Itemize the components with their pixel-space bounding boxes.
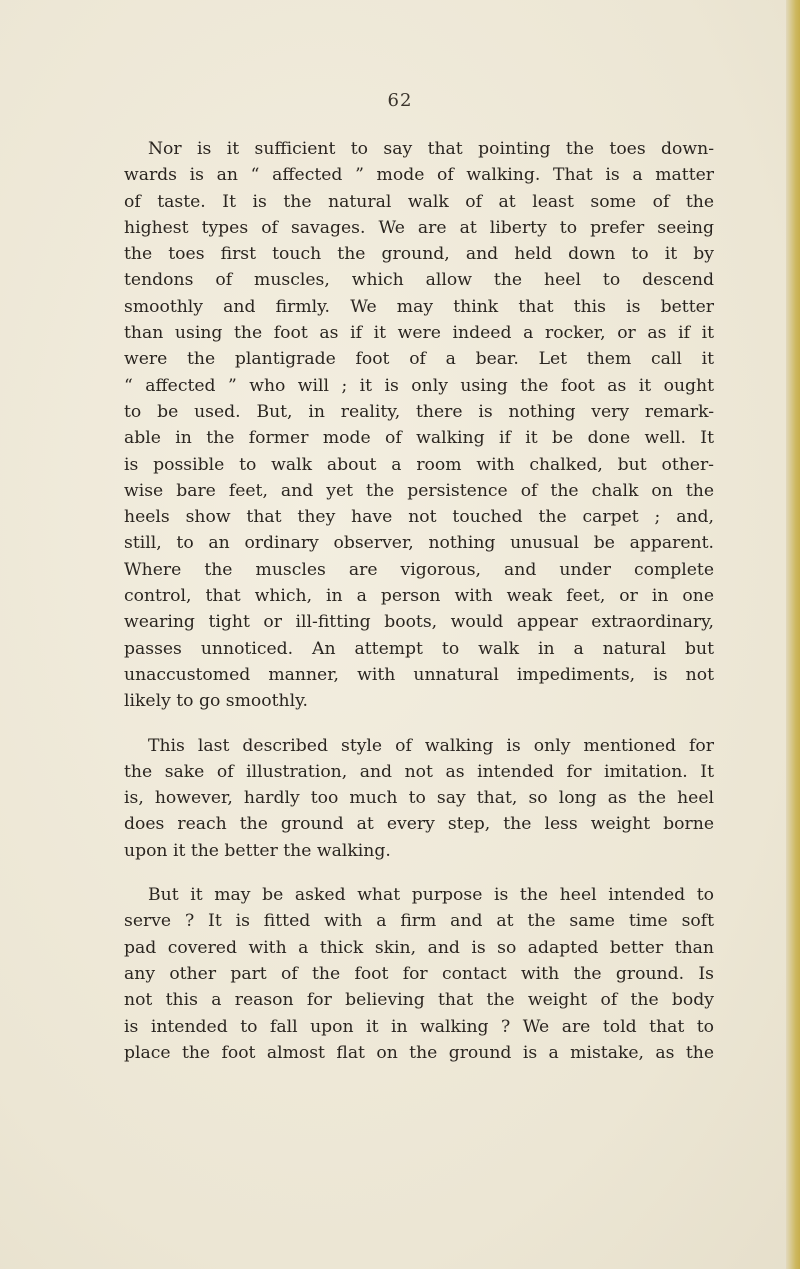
text-line: serve ? It is fitted with a firm and at the same time soft (124, 911, 714, 932)
paragraph-2 (124, 733, 714, 864)
text-line: any other part of the foot for contact with the ground. Is (124, 963, 714, 984)
page-edge-binding (786, 0, 800, 1269)
text-line: heels show that they have not touched the carpet ; and, (124, 507, 714, 528)
text-line: is, however, hardly too much to say that, so long as the heel (124, 788, 714, 809)
text-line: pad covered with a thick skin, and is so adapted better than (124, 937, 714, 958)
text-line: the toes first touch the ground, and held down to it by (124, 244, 714, 265)
text-line: This last described style of walking is only mentioned for (148, 735, 714, 756)
paragraph-1 (124, 136, 714, 715)
page-number: 62 (387, 90, 413, 111)
text-line: the sake of illustration, and not as intended for imitation. It (124, 761, 714, 782)
paragraph-gap (124, 864, 714, 882)
text-line: to be used. But, in reality, there is nothing very remark- (124, 401, 714, 422)
paragraph-gap (124, 715, 714, 733)
paragraph-3 (124, 882, 714, 1066)
text-line: place the foot almost flat on the ground is a mistake, as the (124, 1042, 714, 1063)
text-line: able in the former mode of walking if it be done well. It (124, 428, 714, 449)
text-line: smoothly and firmly. We may think that this is better (124, 296, 714, 317)
text-line: upon it the better the walking. (124, 840, 391, 861)
text-line: still, to an ordinary observer, nothing unusual be apparent. (124, 533, 714, 554)
text-line: “ affected ” who will ; it is only using the foot as it ought (124, 375, 714, 396)
text-line: control, that which, in a person with weak feet, or in one (124, 586, 714, 607)
text-line: likely to go smoothly. (124, 691, 308, 712)
text-line: of taste. It is the natural walk of at least some of the (124, 191, 714, 212)
text-line: wearing tight or ill-fitting boots, would appear extraordinary, (124, 612, 714, 633)
text-line: not this a reason for believing that the weight of the body (124, 990, 714, 1011)
text-line: highest types of savages. We are at liberty to prefer seeing (124, 217, 714, 238)
text-line: wise bare feet, and yet the persistence of the chalk on the (124, 480, 714, 501)
body-text (124, 136, 714, 1066)
text-line: does reach the ground at every step, the less weight borne (124, 814, 714, 835)
text-line: than using the foot as if it were indeed a rocker, or as if it (124, 323, 714, 344)
text-line: Nor is it sufficient to say that pointing the toes down- (148, 139, 714, 159)
text-line: is possible to walk about a room with chalked, but other- (124, 454, 714, 475)
text-line: passes unnoticed. An attempt to walk in a natural but (124, 638, 714, 659)
text-line: Where the muscles are vigorous, and under complete (124, 559, 714, 580)
text-line: But it may be asked what purpose is the heel intended to (148, 885, 714, 906)
text-line: unaccustomed manner, with unnatural impediments, is not (124, 664, 714, 685)
text-line: tendons of muscles, which allow the heel to descend (124, 270, 714, 291)
text-line: wards is an “ affected ” mode of walking. That is a matter (124, 165, 714, 186)
text-line: were the plantigrade foot of a bear. Let them call it (124, 349, 714, 370)
text-line: is intended to fall upon it in walking ? We are told that to (124, 1016, 714, 1037)
